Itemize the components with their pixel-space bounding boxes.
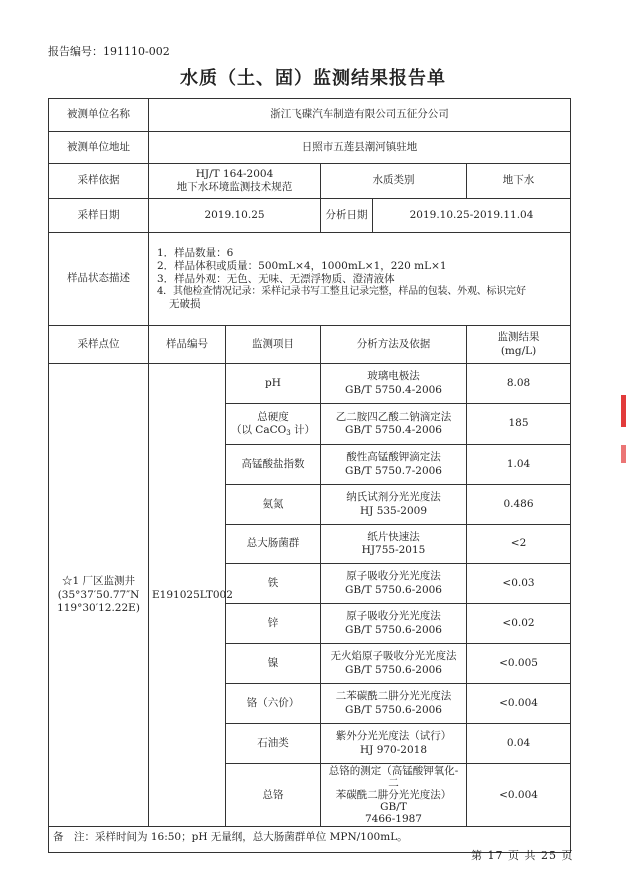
result-cell: <0.02	[467, 604, 571, 644]
state-description	[149, 233, 571, 326]
method-name: 乙二胺四乙酸二钠滴定法	[335, 410, 452, 423]
info-row-address	[49, 132, 571, 164]
state-line: 4．其他检查情况记录：采样记录书写工整且记录完整，样品的包装、外观、标识完好	[157, 285, 526, 297]
sampling-point-name: ☆1 厂区监测井	[61, 575, 136, 588]
item-cell: 镍	[226, 644, 321, 684]
method-cell	[321, 604, 467, 644]
header-result-title: 监测结果	[497, 331, 540, 344]
result-cell: <0.004	[467, 764, 571, 827]
method-standard: HJ 970-2018	[359, 743, 427, 756]
red-seal-edge	[621, 445, 626, 463]
monitoring-results-table	[48, 98, 571, 853]
method-standard: 7466-1987	[365, 813, 422, 826]
method-standard: GB/T 5750.4-2006	[345, 383, 442, 396]
basis-standard-name: 地下水环境监测技术规范	[176, 181, 293, 193]
method-cell	[321, 445, 467, 485]
method-standard: HJ 535-2009	[359, 504, 427, 517]
item-name: 总硬度	[257, 410, 289, 423]
method-standard: HJ755-2015	[361, 544, 426, 556]
item-cell: 氨氮	[226, 485, 321, 525]
method-standard: GB/T 5750.7-2006	[345, 464, 442, 477]
result-cell: 0.04	[467, 724, 571, 764]
report-number: 报告编号：191110-002	[48, 45, 170, 58]
address-value: 日照市五莲县潮河镇驻地	[149, 132, 571, 164]
method-cell	[321, 764, 467, 827]
header-sample-no: 样品编号	[149, 326, 226, 364]
hardness-unit-subscript: 3	[286, 428, 291, 437]
sample-number: E191025LT002	[149, 364, 226, 827]
basis-label: 采样依据	[49, 164, 149, 199]
item-cell: 总铬	[226, 764, 321, 827]
item-cell: pH	[226, 364, 321, 404]
page-number: 第 17 页 共 25 页	[471, 849, 574, 862]
hardness-unit-close: 计）	[290, 423, 316, 436]
method-name: 原子吸收分光光度法	[346, 570, 441, 583]
method-cell	[321, 525, 467, 564]
hardness-unit	[229, 424, 317, 438]
sample-date-label: 采样日期	[49, 199, 149, 233]
method-cell	[321, 724, 467, 764]
table-row	[49, 364, 571, 404]
item-cell: 总大肠菌群	[226, 525, 321, 564]
state-line: 1．样品数量：6	[157, 246, 234, 259]
item-cell: 锌	[226, 604, 321, 644]
method-name: 纸片快速法	[367, 530, 420, 543]
method-name-cont: 苯碳酰二肼分光光度法）GB/T	[335, 789, 452, 814]
sample-date-value: 2019.10.25	[149, 199, 321, 233]
category-value: 地下水	[467, 164, 571, 199]
method-cell	[321, 564, 467, 604]
method-standard: GB/T 5750.6-2006	[345, 703, 442, 716]
result-cell: 0.486	[467, 485, 571, 525]
method-cell	[321, 644, 467, 684]
method-name: 玻璃电极法	[367, 370, 420, 383]
state-line: 无破损	[169, 298, 201, 311]
method-cell	[321, 684, 467, 724]
result-cell: 1.04	[467, 445, 571, 485]
item-cell: 高锰酸盐指数	[226, 445, 321, 485]
item-cell	[226, 404, 321, 445]
result-cell: 185	[467, 404, 571, 445]
method-standard: GB/T 5750.4-2006	[345, 424, 442, 436]
hardness-unit-text: （以 CaCO	[230, 423, 287, 436]
method-name: 纳氏试剂分光光度法	[346, 491, 441, 504]
header-result-unit: (mg/L)	[500, 344, 537, 357]
method-name: 无火焰原子吸收分光光度法	[330, 650, 457, 663]
method-name: 总铬的测定（高锰酸钾氧化-二	[328, 765, 459, 790]
basis-standard: HJ/T 164-2004	[195, 167, 274, 180]
result-cell: <0.004	[467, 684, 571, 724]
sampling-point-longitude: 119°30′12.22E)	[57, 601, 140, 614]
method-cell	[321, 364, 467, 404]
result-cell: <2	[467, 525, 571, 564]
header-item: 监测项目	[226, 326, 321, 364]
method-standard: GB/T 5750.6-2006	[345, 583, 442, 596]
result-cell: <0.03	[467, 564, 571, 604]
result-cell: 8.08	[467, 364, 571, 404]
info-row-dates	[49, 199, 571, 233]
sampling-point-latitude: (35°37′50.77″N	[57, 588, 140, 601]
state-label: 样品状态描述	[49, 233, 149, 326]
result-cell: <0.005	[467, 644, 571, 684]
info-row-unit	[49, 99, 571, 132]
method-name: 紫外分光光度法（试行）	[335, 730, 452, 743]
header-point: 采样点位	[49, 326, 149, 364]
analysis-date-value: 2019.10.25-2019.11.04	[373, 199, 571, 233]
unit-value: 浙江飞碟汽车制造有限公司五征分公司	[149, 99, 571, 132]
method-name: 二苯碳酰二肼分光光度法	[335, 690, 452, 703]
results-header-row	[49, 326, 571, 364]
item-cell: 铁	[226, 564, 321, 604]
method-cell	[321, 485, 467, 525]
item-cell: 石油类	[226, 724, 321, 764]
info-row-basis	[49, 164, 571, 199]
sampling-point	[49, 364, 149, 827]
red-seal-edge	[621, 395, 626, 427]
basis-value	[149, 164, 321, 199]
item-cell: 铬（六价）	[226, 684, 321, 724]
state-line: 3．样品外观：无色、无味、无漂浮物质、澄清液体	[157, 272, 395, 285]
method-name: 酸性高锰酸钾滴定法	[346, 451, 441, 464]
note: 备 注：采样时间为 16:50；pH 无量纲，总大肠菌群单位 MPN/100mL。	[49, 827, 571, 853]
header-method: 分析方法及依据	[321, 326, 467, 364]
analysis-date-label: 分析日期	[321, 199, 373, 233]
method-standard: GB/T 5750.6-2006	[345, 663, 442, 676]
method-standard: GB/T 5750.6-2006	[345, 623, 442, 636]
report-title: 水质（土、固）监测结果报告单	[180, 68, 446, 89]
state-line: 2．样品体积或质量：500mL×4，1000mL×1，220 mL×1	[157, 259, 447, 272]
header-result	[467, 326, 571, 364]
category-label: 水质类别	[321, 164, 467, 199]
method-name: 原子吸收分光光度法	[346, 610, 441, 623]
unit-label: 被测单位名称	[49, 99, 149, 132]
method-cell	[321, 404, 467, 445]
info-row-state	[49, 233, 571, 326]
address-label: 被测单位地址	[49, 132, 149, 164]
